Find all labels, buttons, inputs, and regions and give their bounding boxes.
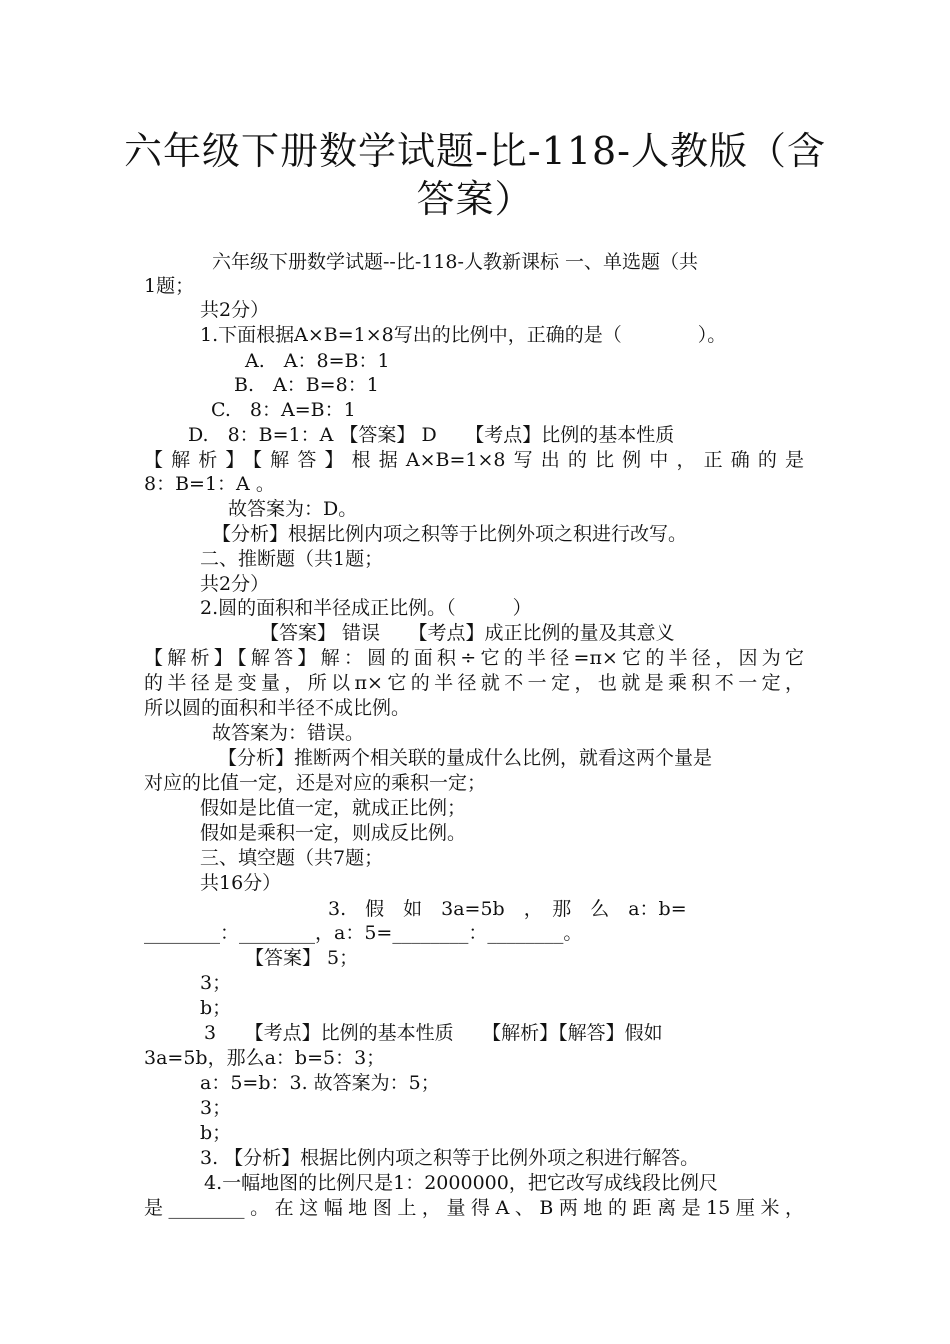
answer-line: 3； — [200, 972, 232, 994]
question-text: 3. 假 如 3a=5b ， 那 么 a：b= — [328, 898, 687, 920]
answer-line: 3； — [200, 1097, 232, 1119]
analysis-line: 【解析】【解答】解：圆的面积÷它的半径=π×它的半径，因为它 — [144, 647, 804, 669]
analysis-note: 假如是比值一定，就成正比例； — [200, 797, 467, 819]
section-points: 共2分） — [200, 573, 270, 595]
option-a: A. A：8=B：1 — [245, 350, 390, 372]
answer-line: 【答案】 错误 【考点】成正比例的量及其意义 — [260, 622, 675, 644]
option-d-answer: D. 8：B=1：A 【答案】 D 【考点】比例的基本性质 — [188, 424, 675, 446]
analysis-line: 所以圆的面积和半径不成比例。 — [144, 697, 411, 719]
question-text: 4.一幅地图的比例尺是1：2000000，把它改写成线段比例尺 — [204, 1172, 718, 1194]
option-b: B. A：B=8：1 — [234, 374, 379, 396]
section-points: 共16分） — [200, 872, 282, 894]
analysis-note: 【分析】推断两个相关联的量成什么比例，就看这两个量是 — [218, 747, 713, 769]
analysis-line: a：5=b：3. 故答案为：5； — [200, 1072, 440, 1094]
analysis-line: 3a=5b，那么a：b=5：3； — [144, 1047, 386, 1069]
answer-line: b； — [200, 997, 232, 1019]
question-text: 1.下面根据A×B=1×8写出的比例中，正确的是（ ）。 — [200, 324, 727, 346]
document-title-line-2: 答案） — [416, 177, 534, 221]
analysis-line: 8：B=1：A 。 — [144, 473, 275, 495]
section-points: 共2分） — [200, 299, 270, 321]
section-heading: 三、填空题（共7题； — [200, 847, 384, 869]
document-title-line-1: 六年级下册数学试题-比-118-人教版（含 — [123, 129, 827, 173]
answer-summary: 故答案为：D。 — [228, 498, 358, 520]
option-c: C. 8：A=B：1 — [211, 399, 356, 421]
answer-summary: 故答案为：错误。 — [212, 722, 365, 744]
question-text: 2.圆的面积和半径成正比例。（ ） — [200, 597, 532, 619]
intro-line: 1题； — [144, 275, 195, 297]
analysis-line: 【解析】【解答】根据A×B=1×8写出的比例中，正确的是 — [144, 449, 804, 471]
answer-line: 3 【考点】比例的基本性质 【解析】【解答】假如 — [204, 1022, 663, 1044]
answer-line: 【答案】 5； — [245, 947, 359, 969]
analysis-note: 假如是乘积一定，则成反比例。 — [200, 822, 467, 844]
question-text: 是________。在这幅地图上，量得A、B两地的距离是15厘米， — [144, 1197, 804, 1219]
analysis-note: 3. 【分析】根据比例内项之积等于比例外项之积进行解答。 — [200, 1147, 700, 1169]
analysis-line: 的半径是变量，所以π×它的半径就不一定，也就是乘积不一定， — [144, 672, 804, 694]
section-heading: 二、推断题（共1题； — [200, 548, 384, 570]
answer-line: b； — [200, 1122, 232, 1144]
analysis-note: 【分析】根据比例内项之积等于比例外项之积进行改写。 — [212, 523, 688, 545]
analysis-note: 对应的比值一定，还是对应的乘积一定； — [144, 772, 487, 794]
question-text: ________：________，a：5=________：________。 — [144, 922, 583, 944]
intro-line: 六年级下册数学试题--比-118-人教新课标 一、单选题（共 — [212, 251, 698, 273]
